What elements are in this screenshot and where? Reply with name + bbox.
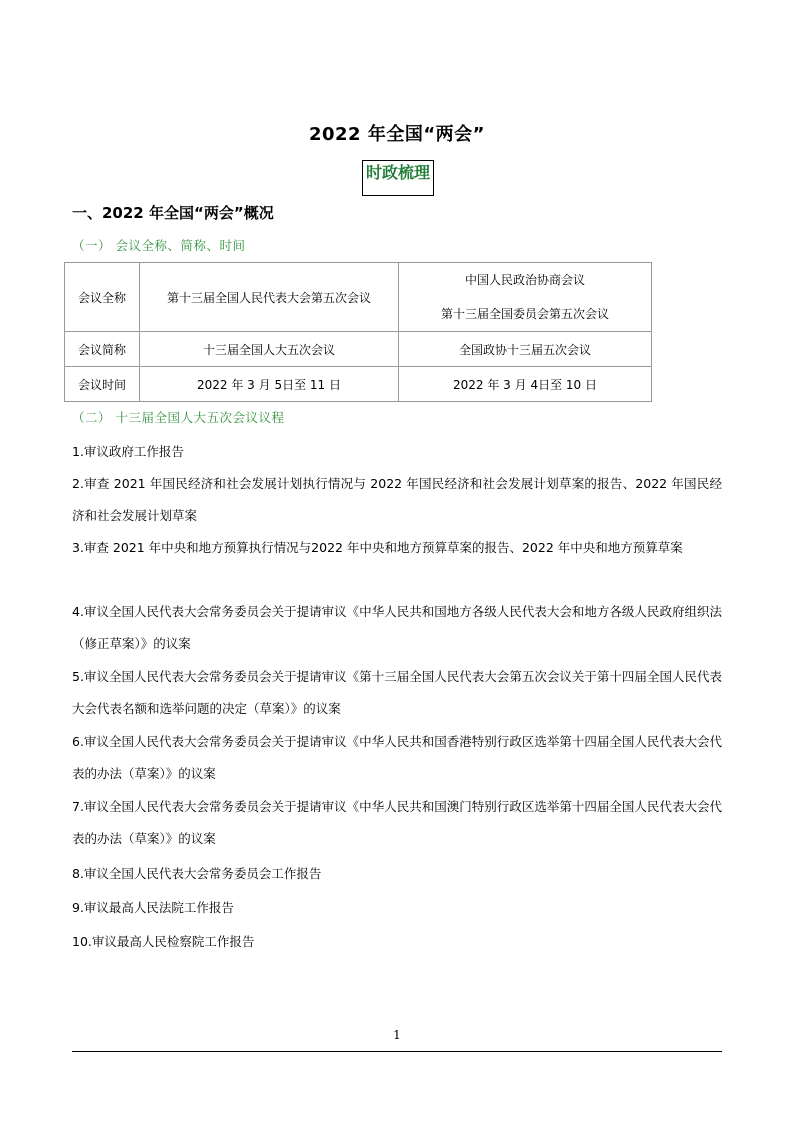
table-row	[65, 367, 652, 402]
row-label-time: 会议时间	[65, 367, 140, 402]
npc-time: 2022 年 3 月 5日至 11 日	[140, 367, 399, 402]
agenda-item-3: 3.审查 2021 年中央和地方预算执行情况与2022 年中央和地方预算草案的报告、2022 年中央和地方预算草案	[72, 540, 683, 555]
agenda-item-1: 1.审议政府工作报告	[72, 444, 184, 459]
npc-short-name: 十三届全国人大五次会议	[140, 332, 399, 367]
subsection-heading-meeting-info: （一） 会议全称、简称、时间	[72, 238, 246, 253]
agenda-item-6: 6.审议全国人民代表大会常务委员会关于提请审议《中华人民共和国香港特别行政区选举第十四届全国人民代表大会代表的办法（草案）》的议案	[72, 734, 722, 781]
cppcc-full-name	[399, 263, 652, 332]
row-label-short-name: 会议简称	[65, 332, 140, 367]
page-number: 1	[393, 1028, 401, 1042]
row-label-full-name: 会议全称	[65, 263, 140, 332]
npc-full-name: 第十三届全国人民代表大会第五次会议	[140, 263, 399, 332]
agenda-item-5: 5.审议全国人民代表大会常务委员会关于提请审议《第十三届全国人民代表大会第五次会议关于第十四届全国人民代表大会代表名额和选举问题的决定（草案）》的议案	[72, 669, 722, 716]
cppcc-full-name-line1: 中国人民政治协商会议	[464, 273, 585, 287]
table-row	[65, 332, 652, 367]
subsection-heading-agenda: （二） 十三届全国人大五次会议议程	[72, 410, 285, 425]
cppcc-time: 2022 年 3 月 4日至 10 日	[399, 367, 652, 402]
agenda-item-7: 7.审议全国人民代表大会常务委员会关于提请审议《中华人民共和国澳门特别行政区选举第十四届全国人民代表大会代表的办法（草案）》的议案	[72, 799, 722, 846]
topic-badge: 时政梳理	[362, 160, 434, 196]
table-row	[65, 263, 652, 332]
agenda-item-8: 8.审议全国人民代表大会常务委员会工作报告	[72, 866, 322, 881]
agenda-item-10: 10.审议最高人民检察院工作报告	[72, 934, 255, 949]
document-title: 2022 年全国“两会”	[308, 124, 486, 145]
agenda-item-9: 9.审议最高人民法院工作报告	[72, 900, 234, 915]
cppcc-short-name: 全国政协十三届五次会议	[399, 332, 652, 367]
agenda-item-4: 4.审议全国人民代表大会常务委员会关于提请审议《中华人民共和国地方各级人民代表大会和地方各级人民政府组织法（修正草案）》的议案	[72, 604, 722, 651]
meeting-info-table	[64, 262, 652, 402]
footer-rule	[72, 1051, 722, 1052]
agenda-item-2: 2.审查 2021 年国民经济和社会发展计划执行情况与 2022 年国民经济和社会发展计划草案的报告、2022 年国民经济和社会发展计划草案	[72, 476, 722, 523]
section-heading: 一、2022 年全国“两会”概况	[72, 204, 274, 222]
cppcc-full-name-line2: 第十三届全国委员会第五次会议	[440, 307, 609, 321]
